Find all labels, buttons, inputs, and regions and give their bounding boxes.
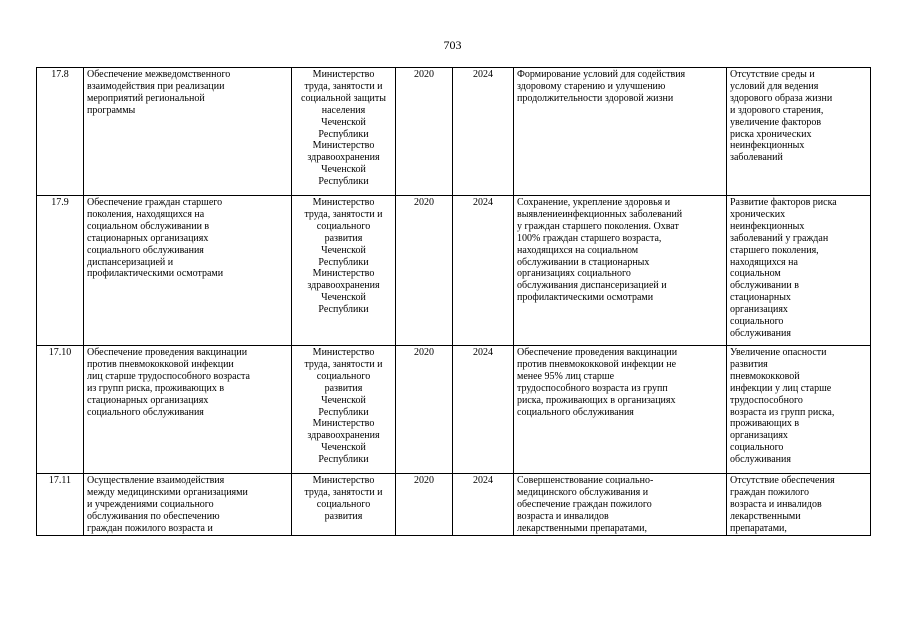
executor-cell: Министерство труда, занятости и социального развития bbox=[292, 474, 396, 536]
row-number: 17.10 bbox=[37, 346, 84, 474]
activity-cell: Обеспечение межведомственного взаимодействия при реализации мероприятий региональной программы bbox=[84, 68, 292, 196]
result-cell: Совершенствование социально- медицинского обслуживания и обеспечение граждан пожилого возраста и инвалидов лекарственными препаратами, bbox=[514, 474, 727, 536]
consequence-cell: Отсутствие обеспечения граждан пожилого возраста и инвалидов лекарственными препаратами, bbox=[727, 474, 871, 536]
activity-cell: Обеспечение проведения вакцинации против пневмококковой инфекции лиц старше трудоспособного возраста из групп риска, проживающих в стационарных организациях социального обслуживания bbox=[84, 346, 292, 474]
start-year-cell: 2020 bbox=[396, 474, 453, 536]
row-number: 17.11 bbox=[37, 474, 84, 536]
start-year-cell: 2020 bbox=[396, 346, 453, 474]
end-year-cell: 2024 bbox=[453, 346, 514, 474]
measures-table bbox=[36, 67, 871, 536]
end-year-cell: 2024 bbox=[453, 474, 514, 536]
end-year-cell: 2024 bbox=[453, 196, 514, 346]
table-row bbox=[37, 346, 871, 474]
result-cell: Сохранение, укрепление здоровья и выявлениеинфекционных заболеваний у граждан старшего поколения. Охват 100% граждан старшего возраста, находящихся на социальном обслуживании в стационарных организациях социального обслуживания диспансеризацией и профилактическими осмотрами bbox=[514, 196, 727, 346]
start-year-cell: 2020 bbox=[396, 196, 453, 346]
consequence-cell: Отсутствие среды и условий для ведения здорового образа жизни и здорового старения, увеличение факторов риска хронических неинфекционных заболеваний bbox=[727, 68, 871, 196]
activity-cell: Осуществление взаимодействия между медицинскими организациями и учреждениями социального обслуживания по обеспечению граждан пожилого возраста и bbox=[84, 474, 292, 536]
executor-cell: Министерство труда, занятости и социального развития Чеченской Республики Министерство здравоохранения Чеченской Республики bbox=[292, 196, 396, 346]
executor-cell: Министерство труда, занятости и социальной защиты населения Чеченской Республики Министерство здравоохранения Чеченской Республики bbox=[292, 68, 396, 196]
consequence-cell: Развитие факторов риска хронических неинфекционных заболеваний у граждан старшего поколения, находящихся на социальном обслуживании в стационарных организациях социального обслуживания bbox=[727, 196, 871, 346]
table-row bbox=[37, 196, 871, 346]
result-cell: Обеспечение проведения вакцинации против пневмококковой инфекции не менее 95% лиц старше трудоспособного возраста из групп риска, проживающих в организациях социального обслуживания bbox=[514, 346, 727, 474]
page-number: 703 bbox=[443, 38, 462, 52]
row-number: 17.8 bbox=[37, 68, 84, 196]
consequence-cell: Увеличение опасности развития пневмококковой инфекции у лиц старше трудоспособного возраста из групп риска, проживающих в организациях социального обслуживания bbox=[727, 346, 871, 474]
table-row bbox=[37, 68, 871, 196]
end-year-cell: 2024 bbox=[453, 68, 514, 196]
executor-cell: Министерство труда, занятости и социального развития Чеченской Республики Министерство здравоохранения Чеченской Республики bbox=[292, 346, 396, 474]
activity-cell: Обеспечение граждан старшего поколения, находящихся на социальном обслуживании в стационарных организациях социального обслуживания диспансеризацией и профилактическими осмотрами bbox=[84, 196, 292, 346]
start-year-cell: 2020 bbox=[396, 68, 453, 196]
result-cell: Формирование условий для содействия здоровому старению и улучшению продолжительности здоровой жизни bbox=[514, 68, 727, 196]
table-row bbox=[37, 474, 871, 536]
row-number: 17.9 bbox=[37, 196, 84, 346]
